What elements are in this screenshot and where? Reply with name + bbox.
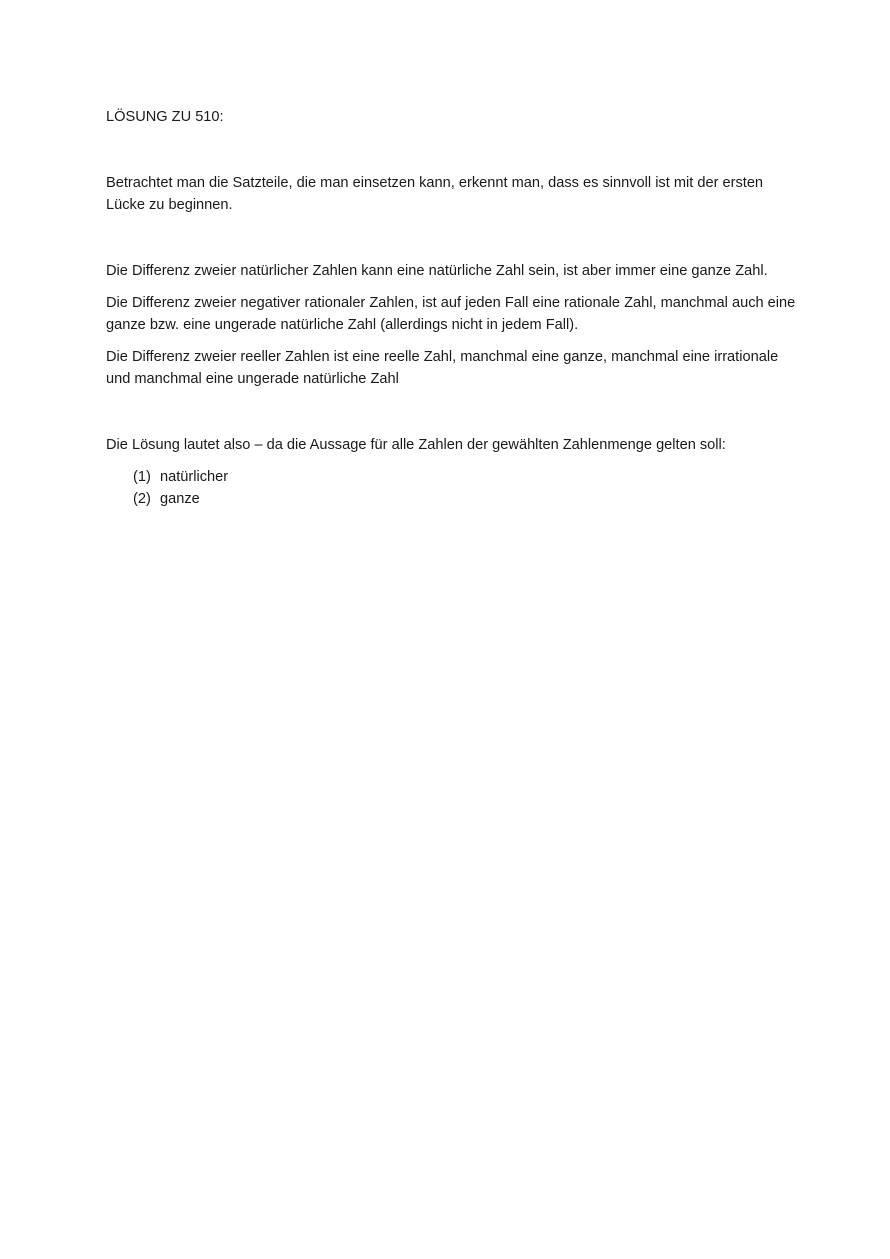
answer-list — [106, 466, 796, 510]
answer-item — [133, 466, 796, 488]
paragraph-rational-numbers: Die Differenz zweier negativer rationaler Zahlen, ist auf jeden Fall eine rationale Zahl, manchmal auch eine ganze bzw. eine ungerade natürliche Zahl (allerdings nicht in jedem Fall). — [106, 295, 796, 333]
document-content — [106, 106, 796, 510]
conclusion-paragraph: Die Lösung lautet also – da die Aussage für alle Zahlen der gewählten Zahlenmenge gelten soll: — [106, 437, 726, 453]
paragraph-real-numbers: Die Differenz zweier reeller Zahlen ist eine reelle Zahl, manchmal eine ganze, manchmal eine irrationale und manchmal eine ungerade natürliche Zahl — [106, 349, 779, 387]
intro-paragraph: Betrachtet man die Satzteile, die man einsetzen kann, erkennt man, dass es sinnvoll ist mit der ersten Lücke zu beginnen. — [106, 175, 764, 213]
answer-number: (2) — [133, 491, 151, 507]
solution-heading: LÖSUNG ZU 510: — [106, 109, 224, 125]
answer-number: (1) — [133, 469, 151, 485]
paragraph-natural-numbers: Die Differenz zweier natürlicher Zahlen kann eine natürliche Zahl sein, ist aber immer eine ganze Zahl. — [106, 263, 768, 279]
answer-text: natürlicher — [160, 469, 229, 485]
answer-item — [133, 488, 796, 510]
answer-text: ganze — [160, 491, 200, 507]
